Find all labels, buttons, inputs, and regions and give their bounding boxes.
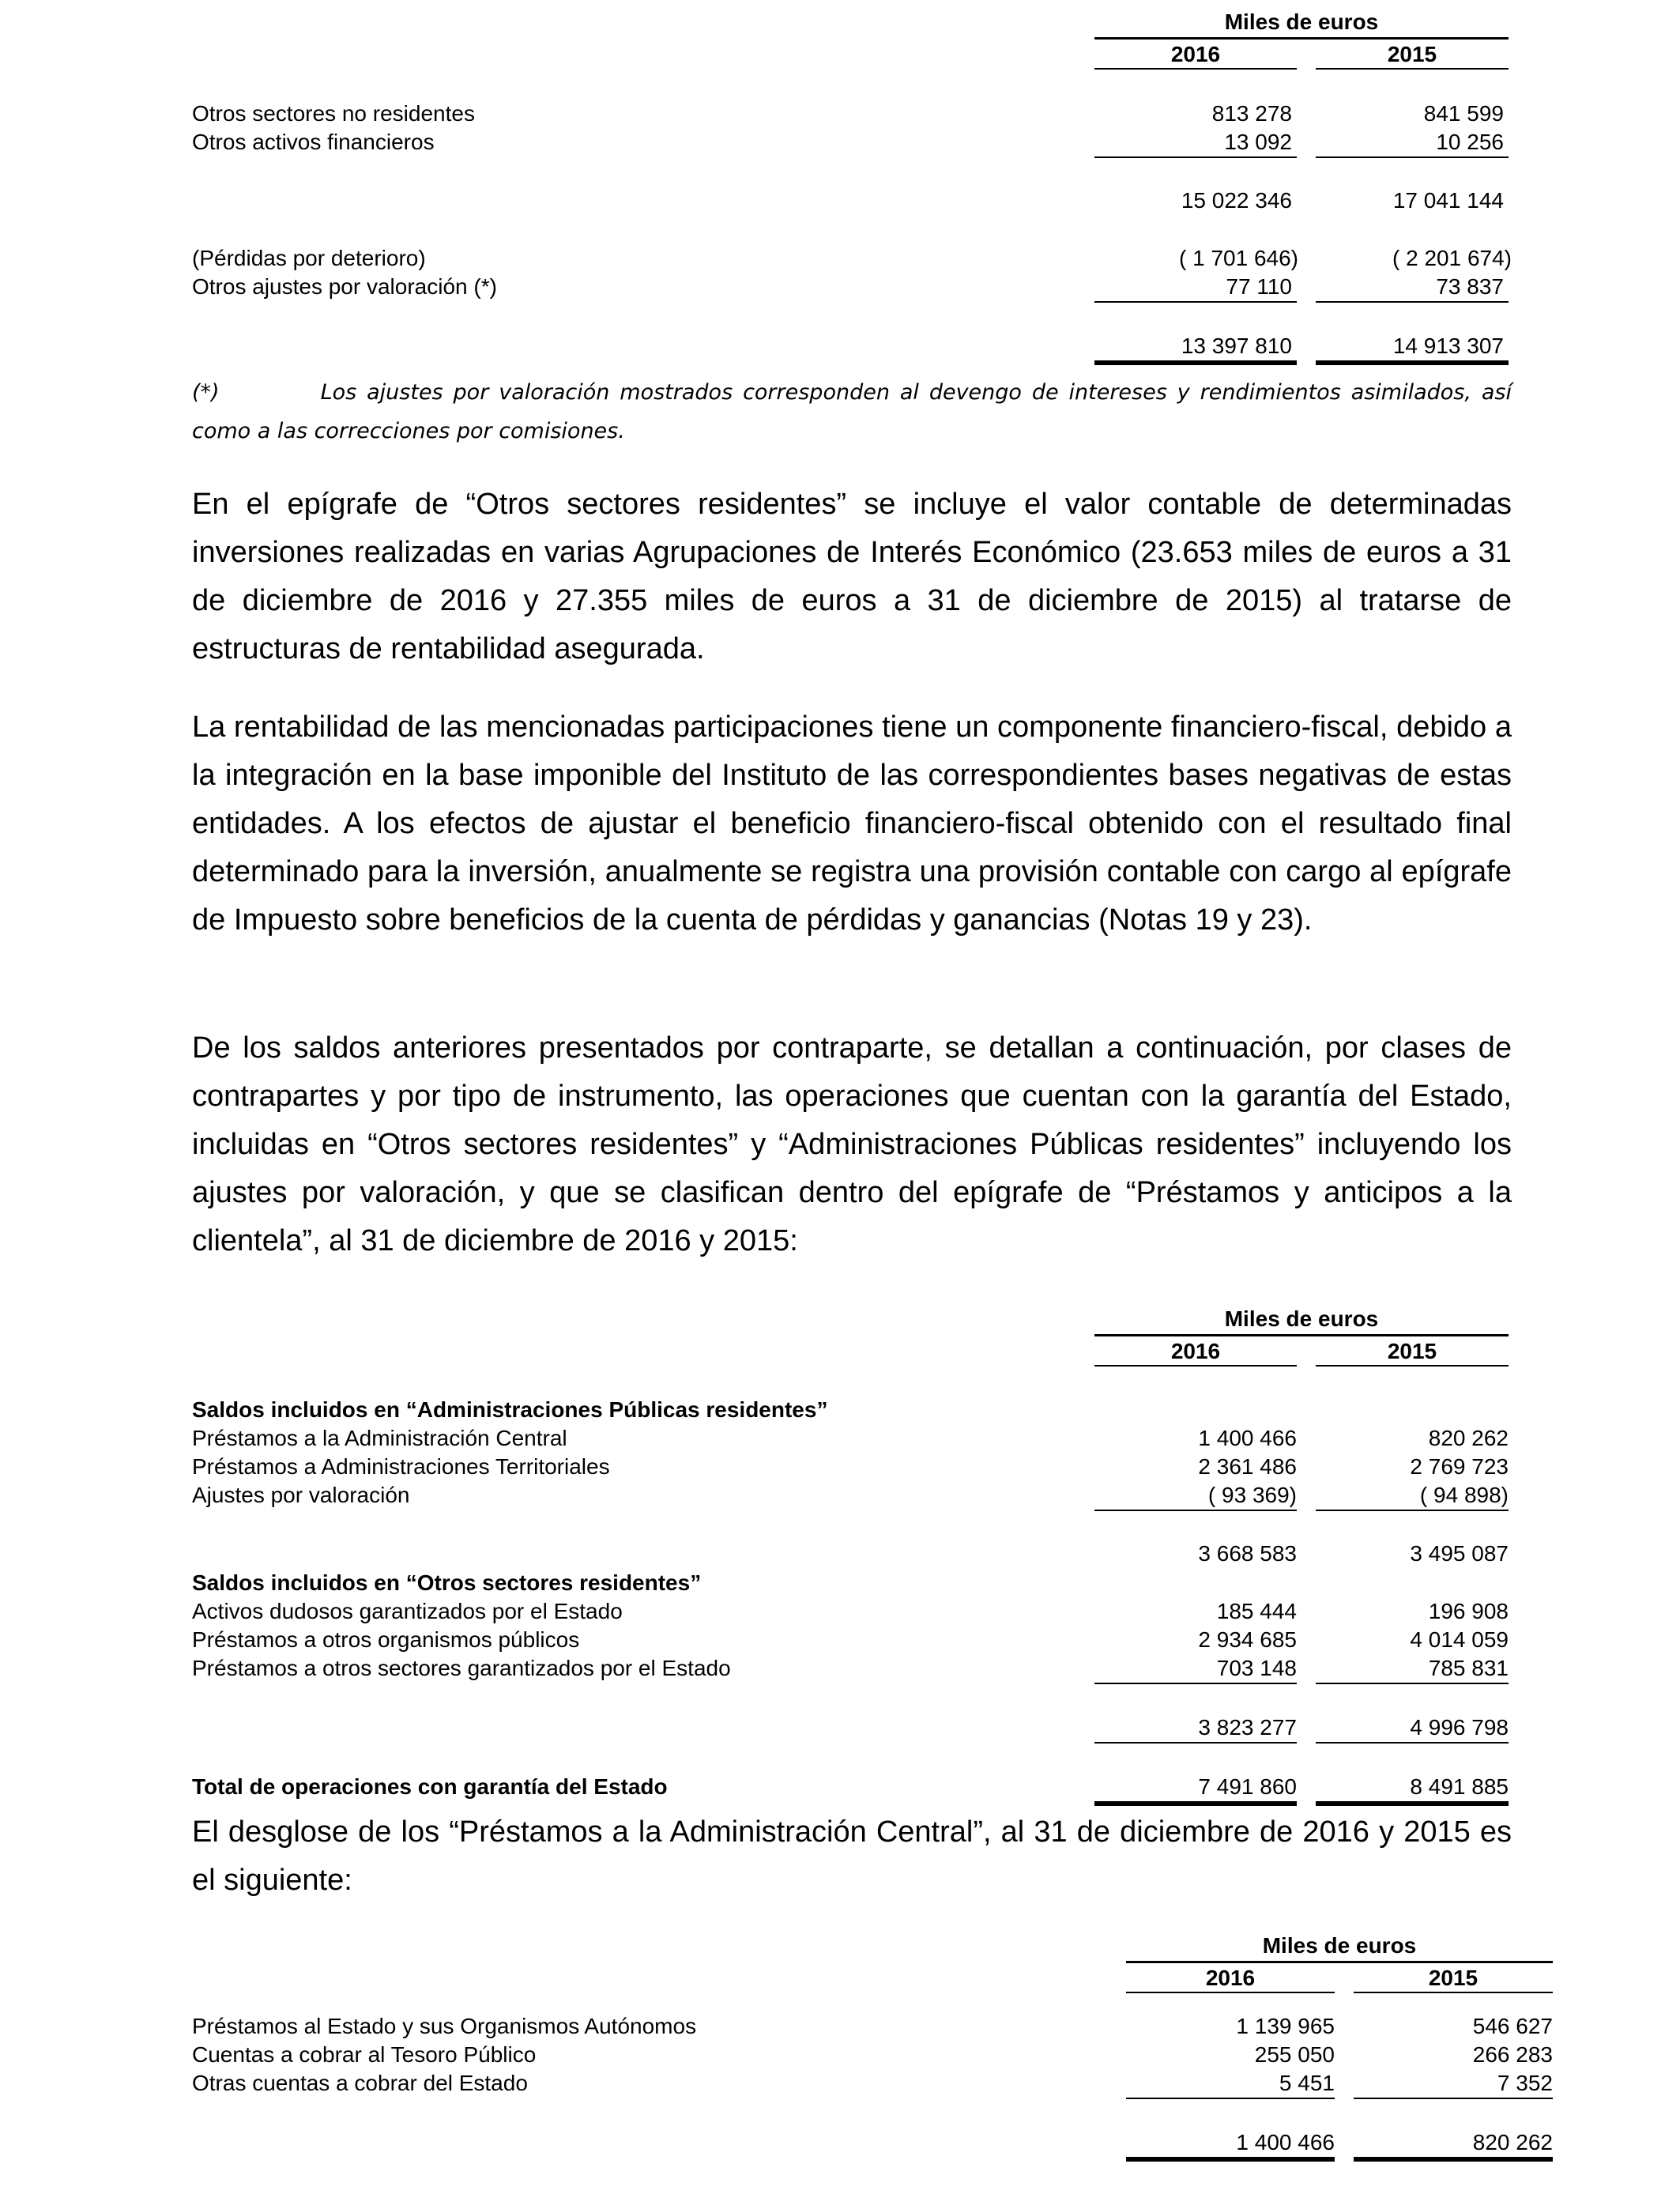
value-2015: 4 014 059 [1410, 1627, 1509, 1652]
footnote-text: Los ajustes por valoración mostrados corresponden al devengo de intereses y rendimientos asimilados, así como a las correcciones por comisiones. [192, 380, 1512, 443]
value-2015: 841 599 [1423, 101, 1504, 126]
footnote-marker: (*) [192, 380, 220, 405]
column-header-2015: 2015 [1428, 1966, 1478, 1990]
column-rule [1126, 1992, 1335, 1993]
subtotal-2016: 3 668 583 [1198, 1541, 1297, 1566]
table-3-header: Miles de euros [1262, 1933, 1417, 1958]
column-header-2015: 2015 [1387, 1339, 1437, 1363]
row-label: Otros activos financieros [192, 130, 435, 154]
column-header-2016: 2016 [1170, 42, 1221, 66]
total-rule [1316, 360, 1509, 365]
value-2016: 1 400 466 [1198, 1426, 1297, 1450]
value-2015: 17 041 144 [1392, 188, 1504, 213]
row-label: Préstamos a la Administración Central [192, 1426, 567, 1450]
table-1-header: Miles de euros [1224, 9, 1379, 34]
value-2015: 266 283 [1472, 2042, 1553, 2067]
subtotal-rule [1316, 1683, 1509, 1684]
value-2015: 785 831 [1428, 1656, 1509, 1680]
value-2015: 2 769 723 [1410, 1454, 1509, 1479]
paragraph-1: En el epígrafe de “Otros sectores residentes” se incluye el valor contable de determinadas inversiones realizadas en varias Agrupaciones de Interés Económico (23.653 miles de euros a 31 de diciembre de 2016 y 27.355 miles de euros a 31 de diciembre de 2015) al tratarse de estructuras de rentabilidad asegurada. [192, 488, 1512, 665]
row-label: (Pérdidas por deterioro) [192, 246, 426, 270]
section-heading-otros: Saldos incluidos en “Otros sectores residentes” [192, 1570, 702, 1595]
value-2016: 703 148 [1216, 1656, 1297, 1680]
total-2015: 820 262 [1472, 2130, 1553, 2154]
total-rule [1126, 2157, 1335, 2162]
column-rule [1316, 68, 1509, 70]
subtotal-rule [1316, 1510, 1509, 1511]
value-2016: 813 278 [1211, 101, 1292, 126]
row-label: Cuentas a cobrar al Tesoro Público [192, 2042, 537, 2067]
value-2015: 196 908 [1428, 1599, 1509, 1623]
total-2015: 8 491 885 [1410, 1774, 1509, 1799]
subtotal-2016: 3 823 277 [1198, 1715, 1297, 1740]
row-label: Otras cuentas a cobrar del Estado [192, 2071, 528, 2095]
value-2016: 15 022 346 [1181, 188, 1292, 213]
value-2016: 1 139 965 [1236, 2014, 1335, 2038]
table-2-header: Miles de euros [1224, 1306, 1379, 1331]
subtotal-2015: 4 996 798 [1410, 1715, 1509, 1740]
row-label: Otros sectores no residentes [192, 101, 475, 126]
value-2016: 185 444 [1216, 1599, 1297, 1623]
value-2015: 10 256 [1436, 130, 1504, 154]
value-2016: ( 1 701 646) [1179, 246, 1298, 270]
subtotal-rule [1316, 301, 1509, 303]
row-label: Activos dudosos garantizados por el Estado [192, 1599, 623, 1623]
section-heading-admin: Saldos incluidos en “Administraciones Públicas residentes” [192, 1397, 828, 1422]
total-2016: 7 491 860 [1198, 1774, 1297, 1799]
value-2016: 255 050 [1254, 2042, 1335, 2067]
subtotal-rule [1094, 1742, 1297, 1744]
subtotal-rule [1316, 1742, 1509, 1744]
value-2016: 2 361 486 [1198, 1454, 1297, 1479]
column-rule [1354, 1992, 1553, 1993]
value-2015: 14 913 307 [1392, 334, 1504, 358]
value-2016: 5 451 [1279, 2071, 1335, 2095]
row-label: Préstamos a otros sectores garantizados por el Estado [192, 1656, 731, 1680]
header-rule [1094, 1334, 1509, 1336]
value-2015: 546 627 [1472, 2014, 1553, 2038]
footnote [192, 373, 1512, 450]
total-2016: 1 400 466 [1236, 2130, 1335, 2154]
value-2016: ( 93 369) [1207, 1483, 1297, 1507]
column-header-2015: 2015 [1387, 42, 1437, 66]
subtotal-rule [1094, 1510, 1297, 1511]
value-2015: 820 262 [1428, 1426, 1509, 1450]
value-2015: ( 94 898) [1419, 1483, 1509, 1507]
value-2015: ( 2 201 674) [1392, 246, 1512, 270]
paragraph-4: El desglose de los “Préstamos a la Administración Central”, al 31 de diciembre de 2016 y 2015 es el siguiente: [192, 1815, 1512, 1897]
subtotal-rule [1354, 2098, 1553, 2099]
value-2016: 2 934 685 [1198, 1627, 1297, 1652]
column-rule [1316, 1365, 1509, 1367]
total-rule [1094, 1801, 1297, 1806]
value-2015: 73 837 [1436, 274, 1504, 299]
paragraph-2: La rentabilidad de las mencionadas participaciones tiene un componente financiero-fiscal, debido a la integración en la base imponible del Instituto de las correspondientes bases negativas de estas entidades. A los efectos de ajustar el beneficio financiero-fiscal obtenido con el resultado final determinado para la inversión, anualmente se registra una provisión contable con cargo al epígrafe de Impuesto sobre beneficios de la cuenta de pérdidas y ganancias (Notas 19 y 23). [192, 711, 1512, 937]
header-rule [1094, 37, 1509, 40]
row-label: Ajustes por valoración [192, 1483, 410, 1507]
subtotal-rule [1094, 301, 1297, 303]
value-2016: 77 110 [1226, 274, 1292, 299]
row-label: Préstamos a Administraciones Territoriales [192, 1454, 610, 1479]
column-rule [1094, 1365, 1297, 1367]
total-rule [1316, 1801, 1509, 1806]
header-rule [1126, 1961, 1553, 1963]
row-label: Préstamos al Estado y sus Organismos Autónomos [192, 2014, 697, 2038]
column-rule [1094, 68, 1297, 70]
subtotal-rule [1316, 156, 1509, 158]
paragraph-3: De los saldos anteriores presentados por contraparte, se detallan a continuación, por clases de contrapartes y por tipo de instrumento, las operaciones que cuentan con la garantía del Estado, incluidas en “Otros sectores residentes” y “Administraciones Públicas residentes” incluyendo los ajustes por valoración, y que se clasifican dentro del epígrafe de “Préstamos y anticipos a la clientela”, al 31 de diciembre de 2016 y 2015: [192, 1031, 1512, 1257]
value-2016: 13 092 [1224, 130, 1292, 154]
subtotal-2015: 3 495 087 [1410, 1541, 1509, 1566]
value-2015: 7 352 [1497, 2071, 1553, 2095]
row-label: Otros ajustes por valoración (*) [192, 274, 497, 299]
subtotal-rule [1126, 2098, 1335, 2099]
row-label: Préstamos a otros organismos públicos [192, 1627, 580, 1652]
subtotal-rule [1094, 156, 1297, 158]
total-rule [1354, 2157, 1553, 2162]
total-label: Total de operaciones con garantía del Estado [192, 1774, 668, 1799]
column-header-2016: 2016 [1170, 1339, 1221, 1363]
value-2016: 13 397 810 [1181, 334, 1292, 358]
subtotal-rule [1094, 1683, 1297, 1684]
total-rule [1094, 360, 1297, 365]
column-header-2016: 2016 [1205, 1966, 1256, 1990]
